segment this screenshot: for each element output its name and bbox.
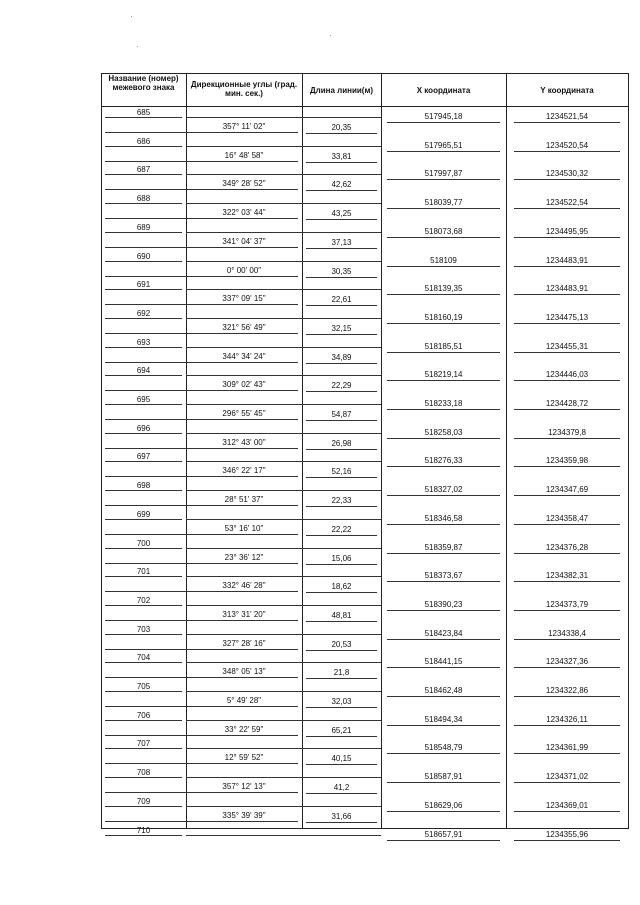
row-divider	[186, 318, 381, 319]
y-coordinate: 1234326,11	[546, 714, 588, 724]
x-coordinate: 518219,14	[424, 370, 463, 380]
directional-angle: 28° 51' 37"	[224, 495, 264, 505]
point-name: 709	[136, 796, 151, 806]
y-coordinate: 1234359,98	[545, 456, 589, 466]
point-name-underline	[105, 261, 182, 262]
x-coordinate: 517945,18	[424, 112, 463, 121]
y-coordinate-underline	[514, 495, 620, 496]
length-underline	[306, 564, 377, 565]
length-underline	[306, 133, 377, 134]
x-coordinate-underline	[387, 610, 500, 611]
x-coordinate: 518423,84	[424, 628, 463, 638]
x-coordinate-underline	[387, 811, 500, 812]
y-coordinate-underline	[514, 639, 620, 640]
x-coordinate: 518327,02	[424, 485, 463, 495]
length-underline	[306, 277, 377, 278]
length-underline	[306, 621, 377, 622]
x-coordinate: 518373,67	[424, 571, 463, 581]
point-name: 689	[136, 222, 151, 232]
x-coordinate-underline	[387, 179, 500, 180]
y-coordinate-underline	[514, 782, 620, 783]
point-name-underline	[105, 576, 182, 577]
row-divider	[186, 748, 381, 749]
x-coordinate-underline	[387, 667, 500, 668]
line-length: 34,89	[331, 352, 352, 362]
y-coordinate-underline	[514, 553, 620, 554]
line-length: 37,13	[331, 237, 352, 247]
point-name-underline	[105, 146, 182, 147]
directional-angle: 332° 46' 28"	[222, 581, 266, 591]
directional-angle: 322° 03' 44"	[222, 208, 266, 218]
y-coordinate: 1234428,72	[545, 399, 589, 408]
y-coordinate-underline	[514, 179, 620, 180]
x-coordinate-underline	[387, 294, 500, 295]
row-divider	[186, 519, 381, 520]
x-coordinate-underline	[387, 725, 500, 726]
line-length: 65,21	[331, 725, 352, 735]
line-length: 54,87	[331, 410, 352, 419]
scan-speck	[137, 46, 138, 47]
length-underline	[306, 363, 377, 364]
length-underline	[306, 420, 377, 421]
y-coordinate-underline	[514, 208, 620, 209]
row-divider	[186, 605, 381, 606]
length-underline	[306, 305, 377, 306]
point-name: 707	[136, 739, 151, 749]
row-divider	[186, 634, 381, 635]
x-coordinate-underline	[387, 753, 500, 754]
point-name: 699	[136, 509, 151, 519]
line-length: 40,15	[331, 754, 352, 764]
angle-underline	[105, 362, 298, 363]
length-underline	[306, 822, 377, 823]
directional-angle: 346° 22' 17"	[222, 466, 266, 476]
scan-speck	[330, 35, 331, 36]
length-underline	[306, 162, 377, 163]
header-length: Длина линии(м)	[309, 86, 374, 95]
angle-underline	[105, 821, 298, 822]
point-name: 710	[136, 825, 151, 835]
y-coordinate-underline	[514, 524, 620, 525]
point-name: 704	[136, 653, 151, 663]
directional-angle: 12° 59' 52"	[224, 753, 264, 763]
length-underline	[306, 219, 377, 220]
y-coordinate: 1234530,32	[545, 169, 589, 179]
y-coordinate: 1234520,54	[545, 140, 589, 150]
point-name: 694	[136, 366, 151, 376]
x-coordinate: 518233,18	[424, 399, 463, 408]
line-length: 31,66	[331, 811, 352, 821]
y-coordinate: 1234371,02	[545, 772, 589, 782]
y-coordinate-underline	[514, 581, 620, 582]
point-name-underline	[105, 375, 182, 376]
header-name: Название (номер) межевого знака	[108, 74, 179, 92]
length-underline	[306, 477, 377, 478]
row-divider	[186, 490, 381, 491]
x-coordinate: 518258,03	[424, 427, 463, 437]
x-coordinate: 518039,77	[424, 198, 463, 208]
directional-angle: 5° 49' 28"	[226, 696, 262, 705]
x-coordinate: 518494,34	[424, 714, 463, 724]
point-name-underline	[105, 835, 182, 836]
directional-angle: 313° 31' 20"	[222, 609, 266, 619]
y-coordinate: 1234455,31	[545, 341, 589, 351]
point-name-underline	[105, 232, 182, 233]
y-coordinate: 1234483,91	[545, 284, 589, 294]
line-length: 41,2	[333, 783, 350, 793]
directional-angle: 33° 22' 59"	[224, 724, 264, 734]
y-coordinate: 1234379,8	[548, 427, 586, 437]
line-length: 22,22	[331, 524, 352, 534]
point-name-underline	[105, 748, 182, 749]
directional-angle: 53° 16' 10"	[224, 523, 264, 533]
point-name: 706	[136, 710, 151, 720]
point-name: 705	[136, 682, 151, 691]
directional-angle: 348° 05' 13"	[222, 667, 266, 677]
point-name: 695	[136, 395, 151, 404]
row-divider	[186, 691, 381, 692]
directional-angle: 357° 12' 13"	[222, 782, 266, 792]
row-divider	[186, 461, 381, 462]
row-divider	[186, 835, 381, 836]
length-underline	[306, 506, 377, 507]
angle-underline	[105, 534, 298, 535]
length-underline	[306, 736, 377, 737]
line-length: 33,81	[331, 151, 352, 161]
x-coordinate-underline	[387, 553, 500, 554]
x-coordinate-underline	[387, 208, 500, 209]
point-name: 701	[136, 567, 151, 577]
angle-underline	[105, 735, 298, 736]
x-coordinate: 518441,15	[424, 657, 463, 667]
x-coordinate: 518548,79	[424, 743, 463, 753]
x-coordinate-underline	[387, 495, 500, 496]
point-name-underline	[105, 634, 182, 635]
point-name-underline	[105, 720, 182, 721]
x-coordinate: 518346,58	[424, 513, 463, 523]
angle-underline	[105, 763, 298, 764]
y-coordinate: 1234446,03	[545, 370, 589, 380]
point-name-underline	[105, 691, 182, 692]
line-length: 43,25	[331, 209, 352, 219]
point-name-underline	[105, 117, 182, 118]
point-name: 696	[136, 423, 151, 433]
directional-angle: 296° 55' 45"	[222, 409, 266, 418]
y-coordinate: 1234347,69	[545, 485, 589, 495]
y-coordinate-underline	[514, 266, 620, 267]
row-divider	[186, 662, 381, 663]
x-coordinate: 518109	[430, 255, 457, 265]
line-length: 48,81	[331, 610, 352, 620]
angle-underline	[105, 448, 298, 449]
header-x: X координата	[416, 86, 471, 95]
x-coordinate-underline	[387, 840, 500, 841]
scan-speck	[131, 16, 132, 17]
line-length: 20,53	[331, 639, 352, 649]
row-divider	[186, 203, 381, 204]
x-coordinate: 518073,68	[424, 226, 463, 236]
directional-angle: 327° 28' 16"	[222, 638, 266, 648]
angle-underline	[105, 563, 298, 564]
y-coordinate-underline	[514, 696, 620, 697]
length-underline	[306, 248, 377, 249]
line-length: 22,29	[331, 381, 352, 391]
point-name: 688	[136, 194, 151, 204]
y-coordinate: 1234327,36	[545, 657, 589, 667]
row-divider	[186, 347, 381, 348]
y-coordinate-underline	[514, 151, 620, 152]
directional-angle: 341° 04' 37"	[222, 236, 266, 246]
x-coordinate-underline	[387, 696, 500, 697]
x-coordinate-underline	[387, 237, 500, 238]
point-name-underline	[105, 174, 182, 175]
length-underline	[306, 535, 377, 536]
angle-underline	[105, 792, 298, 793]
x-coordinate-underline	[387, 122, 500, 123]
length-underline	[306, 678, 377, 679]
directional-angle: 16° 48' 58"	[224, 150, 264, 160]
x-coordinate: 518587,91	[424, 772, 463, 782]
directional-angle: 344° 34' 24"	[222, 351, 266, 361]
angle-underline	[105, 304, 298, 305]
angle-underline	[105, 591, 298, 592]
directional-angle: 312° 43' 00"	[222, 437, 266, 447]
directional-angle: 23° 36' 12"	[224, 552, 264, 562]
row-divider	[186, 261, 381, 262]
x-coordinate: 517965,51	[424, 140, 463, 150]
y-coordinate: 1234521,54	[545, 112, 589, 121]
x-coordinate-underline	[387, 782, 500, 783]
point-name-underline	[105, 806, 182, 807]
row-divider	[186, 777, 381, 778]
directional-angle: 335° 39' 39"	[222, 810, 266, 820]
point-name-underline	[105, 433, 182, 434]
header-y: Y координата	[540, 86, 594, 95]
directional-angle: 349° 28' 52"	[222, 179, 266, 189]
point-name: 697	[136, 452, 151, 462]
y-coordinate-underline	[514, 753, 620, 754]
line-length: 21,8	[333, 668, 350, 678]
table-header-divider	[101, 106, 629, 107]
header-angle: Дирекционные углы (град. мин. сек.)	[190, 80, 298, 98]
x-coordinate-underline	[387, 524, 500, 525]
point-name: 685	[136, 108, 151, 117]
length-underline	[306, 190, 377, 191]
angle-underline	[105, 419, 298, 420]
y-coordinate-underline	[514, 380, 620, 381]
x-coordinate-underline	[387, 438, 500, 439]
angle-underline	[105, 476, 298, 477]
angle-underline	[105, 189, 298, 190]
point-name-underline	[105, 605, 182, 606]
directional-angle: 309° 02' 43"	[222, 380, 266, 390]
x-coordinate: 517997,87	[424, 169, 463, 179]
length-underline	[306, 334, 377, 335]
angle-underline	[105, 620, 298, 621]
length-underline	[306, 650, 377, 651]
row-divider	[186, 548, 381, 549]
row-divider	[186, 806, 381, 807]
table-column-border	[628, 73, 629, 828]
angle-underline	[105, 390, 298, 391]
y-coordinate: 1234376,28	[545, 542, 589, 552]
angle-underline	[105, 218, 298, 219]
point-name: 698	[136, 481, 151, 491]
line-length: 30,35	[331, 266, 352, 276]
y-coordinate-underline	[514, 725, 620, 726]
line-length: 20,35	[331, 123, 352, 132]
y-coordinate-underline	[514, 438, 620, 439]
line-length: 52,16	[331, 467, 352, 477]
y-coordinate-underline	[514, 409, 620, 410]
x-coordinate: 518359,87	[424, 542, 463, 552]
length-underline	[306, 391, 377, 392]
line-length: 26,98	[331, 438, 352, 448]
point-name-underline	[105, 490, 182, 491]
row-divider	[186, 433, 381, 434]
x-coordinate-underline	[387, 352, 500, 353]
x-coordinate-underline	[387, 639, 500, 640]
y-coordinate: 1234322,86	[545, 686, 589, 695]
x-coordinate-underline	[387, 323, 500, 324]
y-coordinate-underline	[514, 610, 620, 611]
point-name: 703	[136, 624, 151, 634]
y-coordinate-underline	[514, 352, 620, 353]
line-length: 32,03	[331, 697, 352, 706]
y-coordinate: 1234522,54	[545, 198, 589, 208]
y-coordinate-underline	[514, 122, 620, 123]
point-name: 702	[136, 595, 151, 605]
row-divider	[186, 720, 381, 721]
point-name-underline	[105, 777, 182, 778]
x-coordinate-underline	[387, 266, 500, 267]
y-coordinate-underline	[514, 237, 620, 238]
point-name: 692	[136, 308, 151, 318]
angle-underline	[105, 677, 298, 678]
line-length: 18,62	[331, 582, 352, 592]
directional-angle: 337° 09' 15"	[222, 294, 266, 304]
y-coordinate-underline	[514, 466, 620, 467]
point-name-underline	[105, 548, 182, 549]
point-name: 690	[136, 251, 151, 261]
y-coordinate-underline	[514, 811, 620, 812]
line-length: 22,33	[331, 496, 352, 506]
y-coordinate: 1234369,01	[545, 800, 589, 810]
line-length: 42,62	[331, 180, 352, 190]
angle-underline	[105, 505, 298, 506]
x-coordinate: 518185,51	[424, 341, 463, 351]
x-coordinate-underline	[387, 409, 500, 410]
point-name-underline	[105, 289, 182, 290]
line-length: 22,61	[331, 295, 352, 305]
point-name-underline	[105, 347, 182, 348]
y-coordinate: 1234382,31	[545, 571, 589, 581]
point-name: 691	[136, 280, 151, 290]
point-name-underline	[105, 461, 182, 462]
row-divider	[186, 174, 381, 175]
y-coordinate: 1234358,47	[545, 513, 589, 523]
x-coordinate-underline	[387, 151, 500, 152]
row-divider	[186, 289, 381, 290]
y-coordinate: 1234483,91	[545, 255, 589, 265]
y-coordinate: 1234475,13	[545, 312, 589, 322]
angle-underline	[105, 649, 298, 650]
x-coordinate: 518276,33	[424, 456, 463, 466]
line-length: 32,15	[331, 323, 352, 333]
line-length: 15,06	[331, 553, 352, 563]
point-name: 708	[136, 768, 151, 778]
angle-underline	[105, 276, 298, 277]
point-name: 686	[136, 136, 151, 146]
y-coordinate: 1234373,79	[545, 599, 589, 609]
x-coordinate: 518390,23	[424, 599, 463, 609]
angle-underline	[105, 247, 298, 248]
y-coordinate: 1234495,95	[545, 226, 589, 236]
point-name-underline	[105, 519, 182, 520]
row-divider	[186, 404, 381, 405]
row-divider	[186, 375, 381, 376]
y-coordinate: 1234338,4	[548, 628, 586, 638]
length-underline	[306, 592, 377, 593]
x-coordinate: 518629,06	[424, 800, 463, 810]
row-divider	[186, 117, 381, 118]
row-divider	[186, 232, 381, 233]
y-coordinate-underline	[514, 667, 620, 668]
x-coordinate-underline	[387, 380, 500, 381]
x-coordinate: 518139,35	[424, 284, 463, 294]
length-underline	[306, 764, 377, 765]
length-underline	[306, 449, 377, 450]
directional-angle: 321° 56' 49"	[222, 322, 266, 332]
y-coordinate-underline	[514, 323, 620, 324]
point-name-underline	[105, 404, 182, 405]
x-coordinate: 518657,91	[424, 829, 463, 839]
angle-underline	[105, 706, 298, 707]
y-coordinate-underline	[514, 294, 620, 295]
directional-angle: 0° 00' 00"	[226, 265, 262, 275]
point-name: 700	[136, 538, 151, 548]
x-coordinate: 518462,48	[424, 686, 463, 695]
length-underline	[306, 793, 377, 794]
length-underline	[306, 707, 377, 708]
angle-underline	[105, 161, 298, 162]
angle-underline	[105, 333, 298, 334]
point-name-underline	[105, 203, 182, 204]
point-name-underline	[105, 662, 182, 663]
y-coordinate: 1234361,99	[545, 743, 589, 753]
angle-underline	[105, 132, 298, 133]
row-divider	[186, 146, 381, 147]
point-name-underline	[105, 318, 182, 319]
y-coordinate-underline	[514, 840, 620, 841]
row-divider	[186, 576, 381, 577]
point-name: 687	[136, 165, 151, 175]
y-coordinate: 1234355,96	[545, 829, 589, 839]
x-coordinate: 518160,19	[424, 312, 463, 322]
directional-angle: 357° 11' 02"	[222, 122, 266, 131]
x-coordinate-underline	[387, 581, 500, 582]
x-coordinate-underline	[387, 466, 500, 467]
point-name: 693	[136, 337, 151, 347]
